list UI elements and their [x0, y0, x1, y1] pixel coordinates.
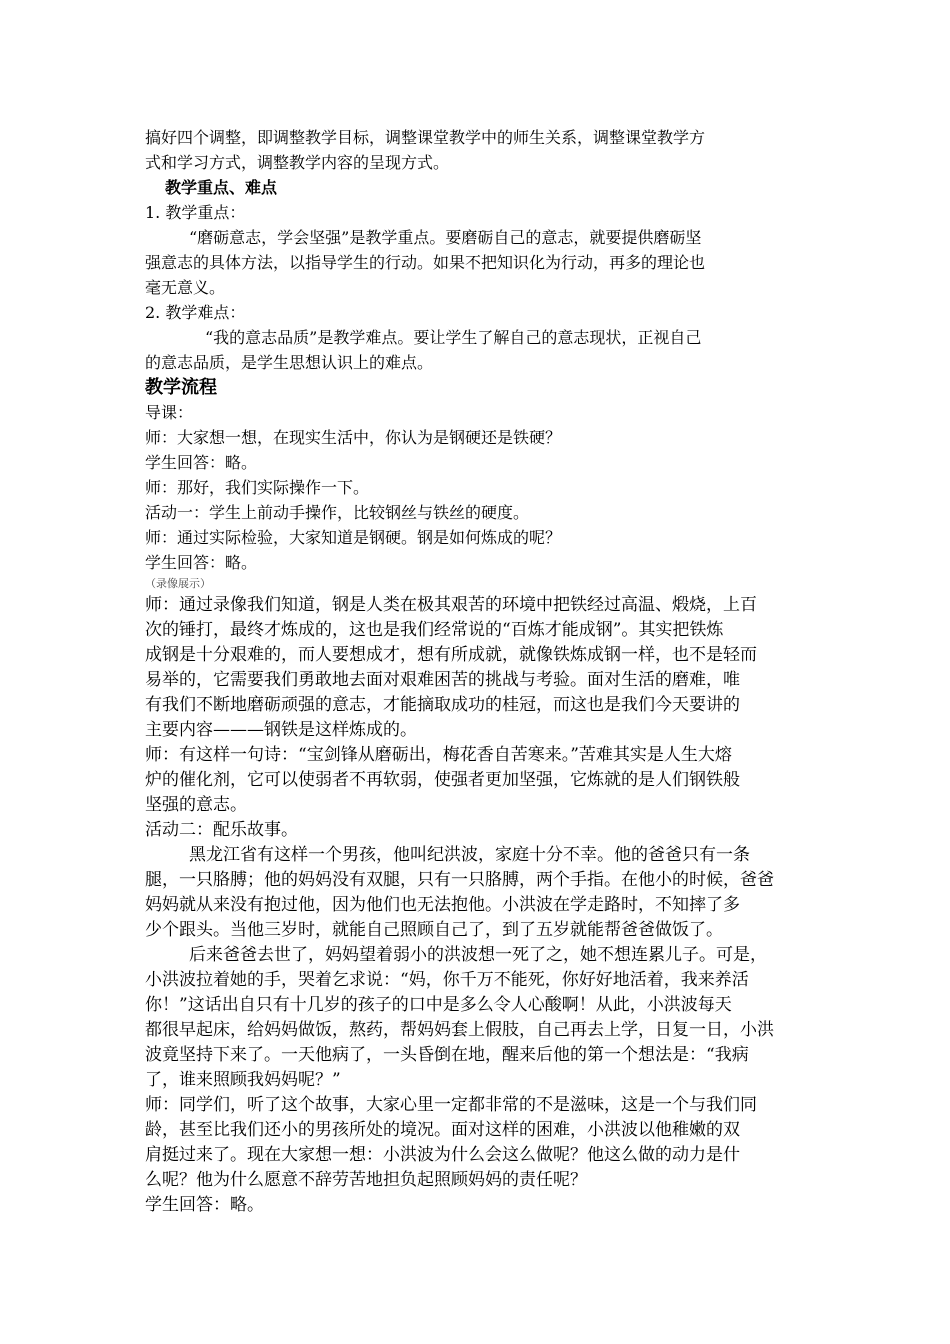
paragraph-line: “磨砺意志，学会坚强”是教学重点。要磨砺自己的意志，就要提供磨砺坚 — [189, 228, 702, 247]
document-body — [145, 125, 810, 1218]
intro-line: 搞好四个调整，即调整教学目标，调整课堂教学中的师生关系，调整课堂教学方 — [145, 128, 706, 147]
dialogue-line: 导课： — [145, 403, 194, 422]
paragraph-line: 易举的，它需要我们勇敢地去面对艰难困苦的挑战与考验。面对生活的磨难，唯 — [145, 670, 740, 690]
paragraph-line: 毫无意义。 — [145, 278, 226, 297]
video-note: （录像展示） — [145, 577, 211, 590]
paragraph-line: 的意志品质，是学生思想认识上的难点。 — [145, 353, 434, 372]
dialogue-line: 学生回答：略。 — [145, 1195, 264, 1215]
story-line: 腿，一只胳膊；他的妈妈没有双腿，只有一只胳膊，两个手指。在他小的时候，爸爸 — [145, 870, 774, 890]
paragraph-line: 师：通过录像我们知道，钢是人类在极其艰苦的环境中把铁经过高温、煅烧，上百 — [145, 595, 757, 615]
activity-line: 活动二：配乐故事。 — [145, 820, 298, 840]
story-line: 小洪波拉着她的手，哭着乞求说：“妈，你千万不能死，你好好地活着，我来养活 — [145, 970, 749, 990]
dialogue-line: 学生回答：略。 — [145, 553, 258, 572]
paragraph-line: 师：有这样一句诗：“宝剑锋从磨砺出，梅花香自苦寒来。”苦难其实是人生大熔 — [145, 745, 732, 765]
story-line: 少个跟头。当他三岁时，就能自己照顾自己了，到了五岁就能帮爸爸做饭了。 — [145, 920, 723, 940]
story-line: 波竟坚持下来了。一天他病了，一头昏倒在地，醒来后他的第一个想法是：“我病 — [145, 1045, 749, 1065]
paragraph-line: 龄，甚至比我们还小的男孩所处的境况。面对这样的困难，小洪波以他稚嫩的双 — [145, 1120, 740, 1140]
paragraph-line: 肩挺过来了。现在大家想一想：小洪波为什么会这么做呢？他这么做的动力是什 — [145, 1145, 740, 1165]
paragraph-line: 主要内容———钢铁是这样炼成的。 — [145, 720, 417, 740]
paragraph-line: 成钢是十分艰难的，而人要想成才，想有所成就，就像铁炼成钢一样，也不是轻而 — [145, 645, 757, 665]
dialogue-line: 师：那好，我们实际操作一下。 — [145, 478, 370, 497]
paragraph-line: 师：同学们，听了这个故事，大家心里一定都非常的不是滋味，这是一个与我们同 — [145, 1095, 757, 1115]
story-line: 黑龙江省有这样一个男孩，他叫纪洪波，家庭十分不幸。他的爸爸只有一条 — [189, 845, 750, 865]
paragraph-line: 么呢？他为什么愿意不辞劳苦地担负起照顾妈妈的责任呢？ — [145, 1170, 587, 1190]
section-heading-teaching-process: 教学流程 — [145, 377, 217, 398]
section-heading-key-points: 教学重点、难点 — [165, 178, 278, 197]
story-line: 你！”这话出自只有十几岁的孩子的口中是多么令人心酸啊！从此，小洪波每天 — [145, 995, 732, 1015]
paragraph-line: “我的意志品质”是教学难点。要让学生了解自己的意志现状，正视自己 — [205, 328, 702, 347]
dialogue-line: 学生回答：略。 — [145, 453, 258, 472]
paragraph-line: 坚强的意志。 — [145, 795, 247, 815]
paragraph-line: 有我们不断地磨砺顽强的意志，才能摘取成功的桂冠，而这也是我们今天要讲的 — [145, 695, 740, 715]
subheading-difficult-point: 2. 教学难点： — [145, 303, 246, 322]
story-line: 了，谁来照顾我妈妈呢？” — [145, 1070, 341, 1090]
dialogue-line: 师：通过实际检验，大家知道是钢硬。钢是如何炼成的呢？ — [145, 528, 562, 547]
subheading-key-point: 1. 教学重点： — [145, 203, 246, 222]
dialogue-line: 师：大家想一想，在现实生活中，你认为是钢硬还是铁硬？ — [145, 428, 562, 447]
dialogue-line: 活动一：学生上前动手操作，比较钢丝与铁丝的硬度。 — [145, 503, 530, 522]
paragraph-line: 强意志的具体方法，以指导学生的行动。如果不把知识化为行动，再多的理论也 — [145, 253, 706, 272]
intro-line: 式和学习方式，调整教学内容的呈现方式。 — [145, 153, 450, 172]
story-line: 后来爸爸去世了，妈妈望着弱小的洪波想一死了之，她不想连累儿子。可是， — [189, 945, 767, 965]
story-line: 妈妈就从来没有抱过他，因为他们也无法抱他。小洪波在学走路时，不知摔了多 — [145, 895, 740, 915]
paragraph-line: 炉的催化剂，它可以使弱者不再软弱，使强者更加坚强，它炼就的是人们钢铁般 — [145, 770, 740, 790]
story-line: 都很早起床，给妈妈做饭，熬药，帮妈妈套上假肢，自己再去上学，日复一日，小洪 — [145, 1020, 774, 1040]
paragraph-line: 次的锤打，最终才炼成的，这也是我们经常说的“百炼才能成钢”。其实把铁炼 — [145, 620, 724, 640]
